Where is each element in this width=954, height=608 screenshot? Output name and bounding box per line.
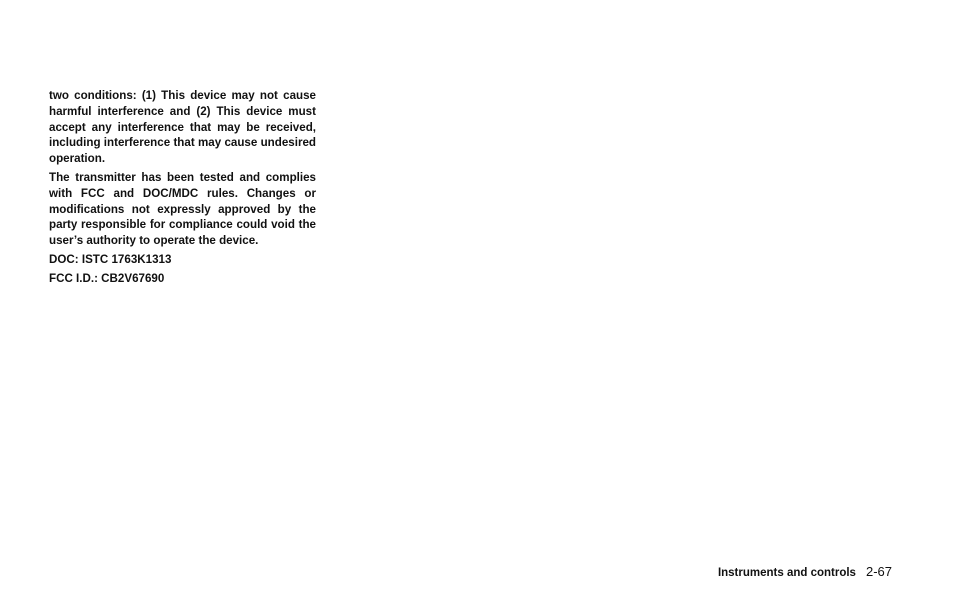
paragraph-transmitter: The transmitter has been tested and complies with FCC and DOC/MDC rules. Changes or modifications not expressly approved by the party responsible for compliance could void the user’s authority to operate the device. [49, 170, 316, 248]
fcc-id-line: FCC I.D.: CB2V67690 [49, 271, 165, 285]
page-number: 2-67 [865, 564, 892, 579]
page-footer [718, 563, 892, 581]
doc-code-line: DOC: ISTC 1763K1313 [49, 252, 172, 266]
footer-section-title: Instruments and controls [717, 567, 856, 579]
paragraph-conditions: two conditions: (1) This device may not cause harmful interference and (2) This device must accept any interference that may be received, including interference that may cause undesired operation. [49, 89, 316, 166]
text-column [49, 88, 316, 290]
